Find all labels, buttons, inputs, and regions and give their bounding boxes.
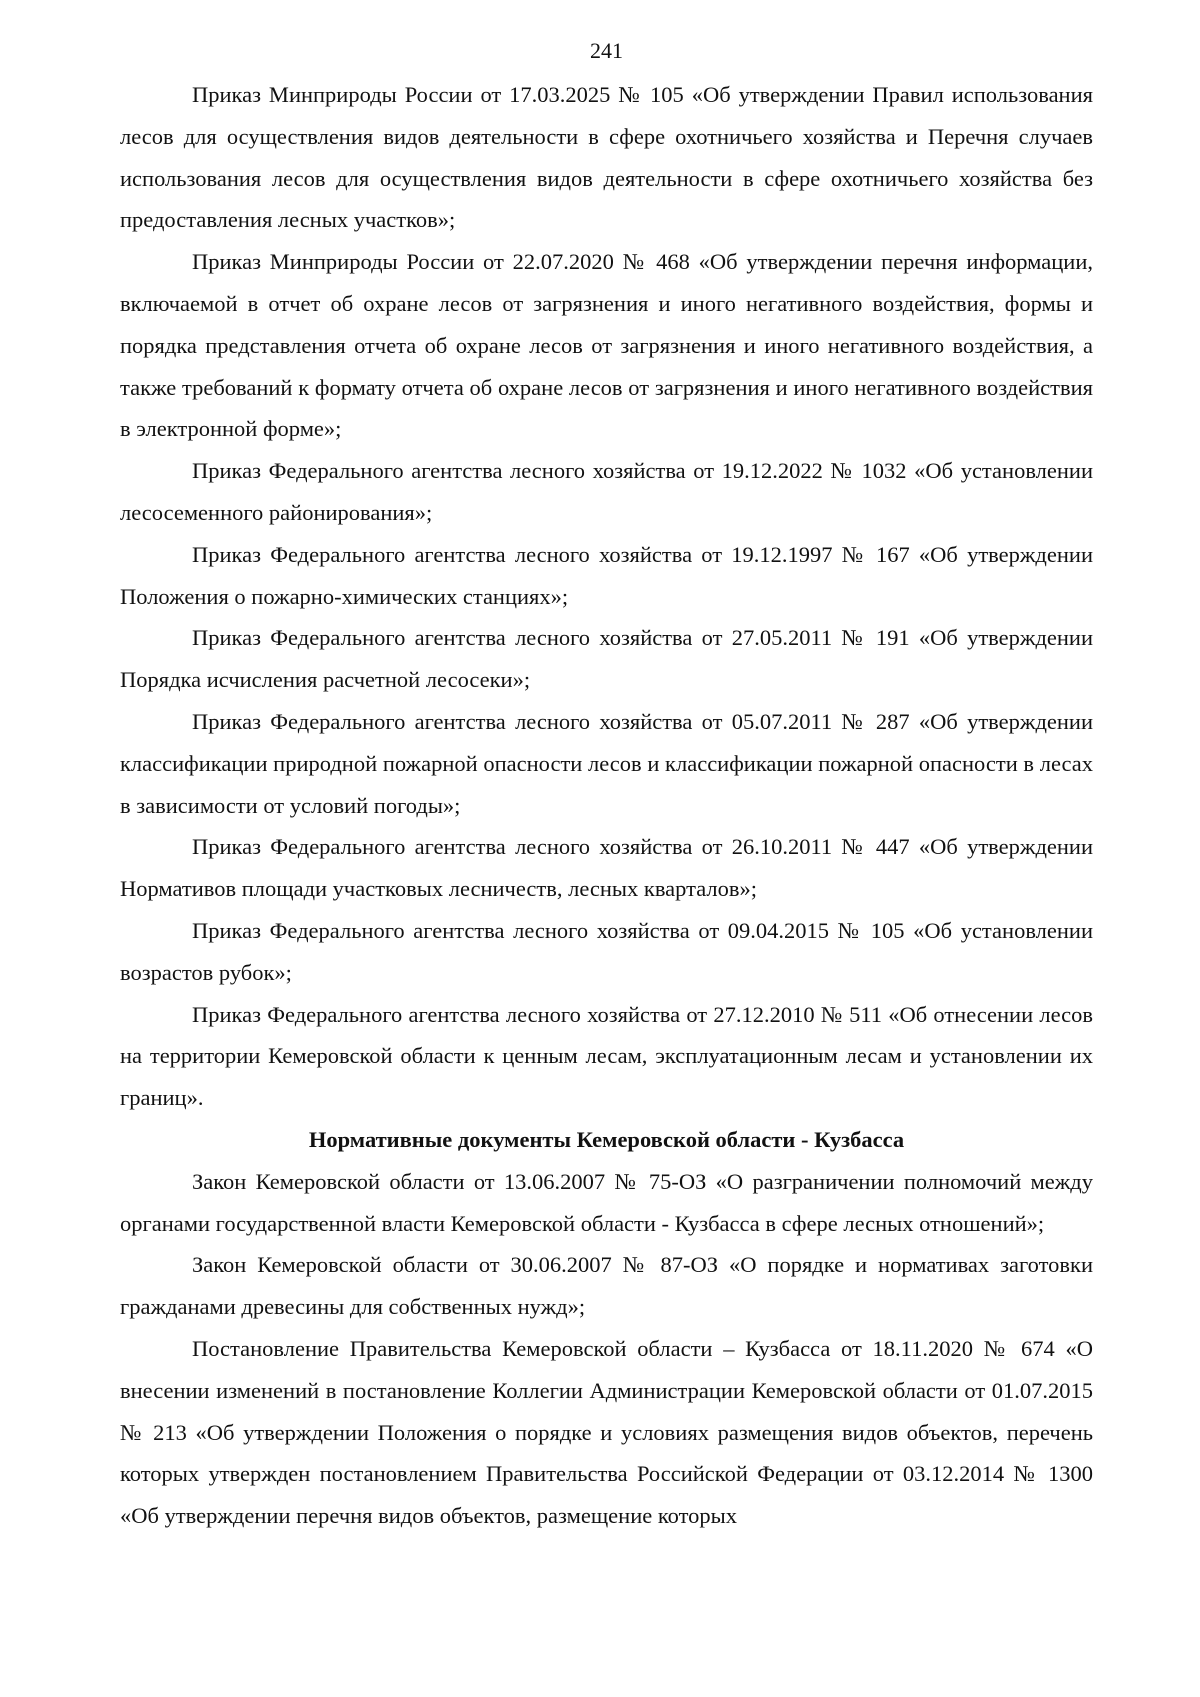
paragraph-law-75-oz: Закон Кемеровской области от 13.06.2007 № 75-ОЗ «О разграничении полномочий между органами государственной власти Кемеровской области - Кузбасса в сфере лесных отношений»;	[120, 1168, 1093, 1236]
paragraph-order-167-stations: Приказ Федерального агентства лесного хозяйства от 19.12.1997 № 167 «Об утверждении Положения о пожарно-химических станциях»;	[120, 541, 1093, 609]
paragraph-order-287-fire-classification: Приказ Федерального агентства лесного хозяйства от 05.07.2011 № 287 «Об утверждении классификации природной пожарной опасности лесов и классификации пожарной опасности в лесах в зависимости от условий погоды»;	[120, 708, 1093, 818]
paragraph-order-105-cutting-ages: Приказ Федерального агентства лесного хозяйства от 09.04.2015 № 105 «Об установлении возрастов рубок»;	[120, 917, 1093, 985]
paragraph-order-191-cutting-area: Приказ Федерального агентства лесного хозяйства от 27.05.2011 № 191 «Об утверждении Порядка исчисления расчетной лесосеки»;	[120, 625, 1093, 693]
paragraph-order-468-report: Приказ Минприроды России от 22.07.2020 № 468 «Об утверждении перечня информации, включаемой в отчет об охране лесов от загрязнения и иного негативного воздействия, формы и порядка представления отчета об охране лесов от загрязнения и иного негативного воздействия, а также требований к формату отчета об охране лесов от загрязнения и иного негативного воздействия в электронной форме»;	[120, 249, 1093, 442]
paragraph-order-105-hunting: Приказ Минприроды России от 17.03.2025 № 105 «Об утверждении Правил использования лесов для осуществления видов деятельности в сфере охотничьего хозяйства и Перечня случаев использования лесов для осуществления видов деятельности в сфере охотничьего хозяйства без предоставления лесных участков»;	[120, 82, 1093, 233]
paragraph-order-511-valuable-forests: Приказ Федерального агентства лесного хозяйства от 27.12.2010 № 511 «Об отнесении лесов на территории Кемеровской области к ценным лесам, эксплуатационным лесам и установлении их границ».	[120, 1001, 1093, 1111]
page-number: 241	[590, 38, 623, 63]
paragraph-order-447-norms: Приказ Федерального агентства лесного хозяйства от 26.10.2011 № 447 «Об утверждении Нормативов площади участковых лесничеств, лесных кварталов»;	[120, 834, 1093, 902]
paragraph-resolution-674: Постановление Правительства Кемеровской области – Кузбасса от 18.11.2020 № 674 «О внесении изменений в постановление Коллегии Администрации Кемеровской области от 01.07.2015 № 213 «Об утверждении Положения о порядке и условиях размещения видов объектов, перечень которых утвержден постановлением Правительства Российской Федерации от 03.12.2014 № 1300 «Об утверждении перечня видов объектов, размещение которых	[120, 1335, 1093, 1529]
paragraph-law-87-oz: Закон Кемеровской области от 30.06.2007 № 87-ОЗ «О порядке и нормативах заготовки гражданами древесины для собственных нужд»;	[120, 1252, 1093, 1320]
document-body	[120, 74, 1093, 1537]
paragraph-order-1032-zoning: Приказ Федерального агентства лесного хозяйства от 19.12.2022 № 1032 «Об установлении лесосеменного районирования»;	[120, 458, 1093, 525]
section-heading: Нормативные документы Кемеровской области - Кузбасса	[308, 1126, 905, 1152]
